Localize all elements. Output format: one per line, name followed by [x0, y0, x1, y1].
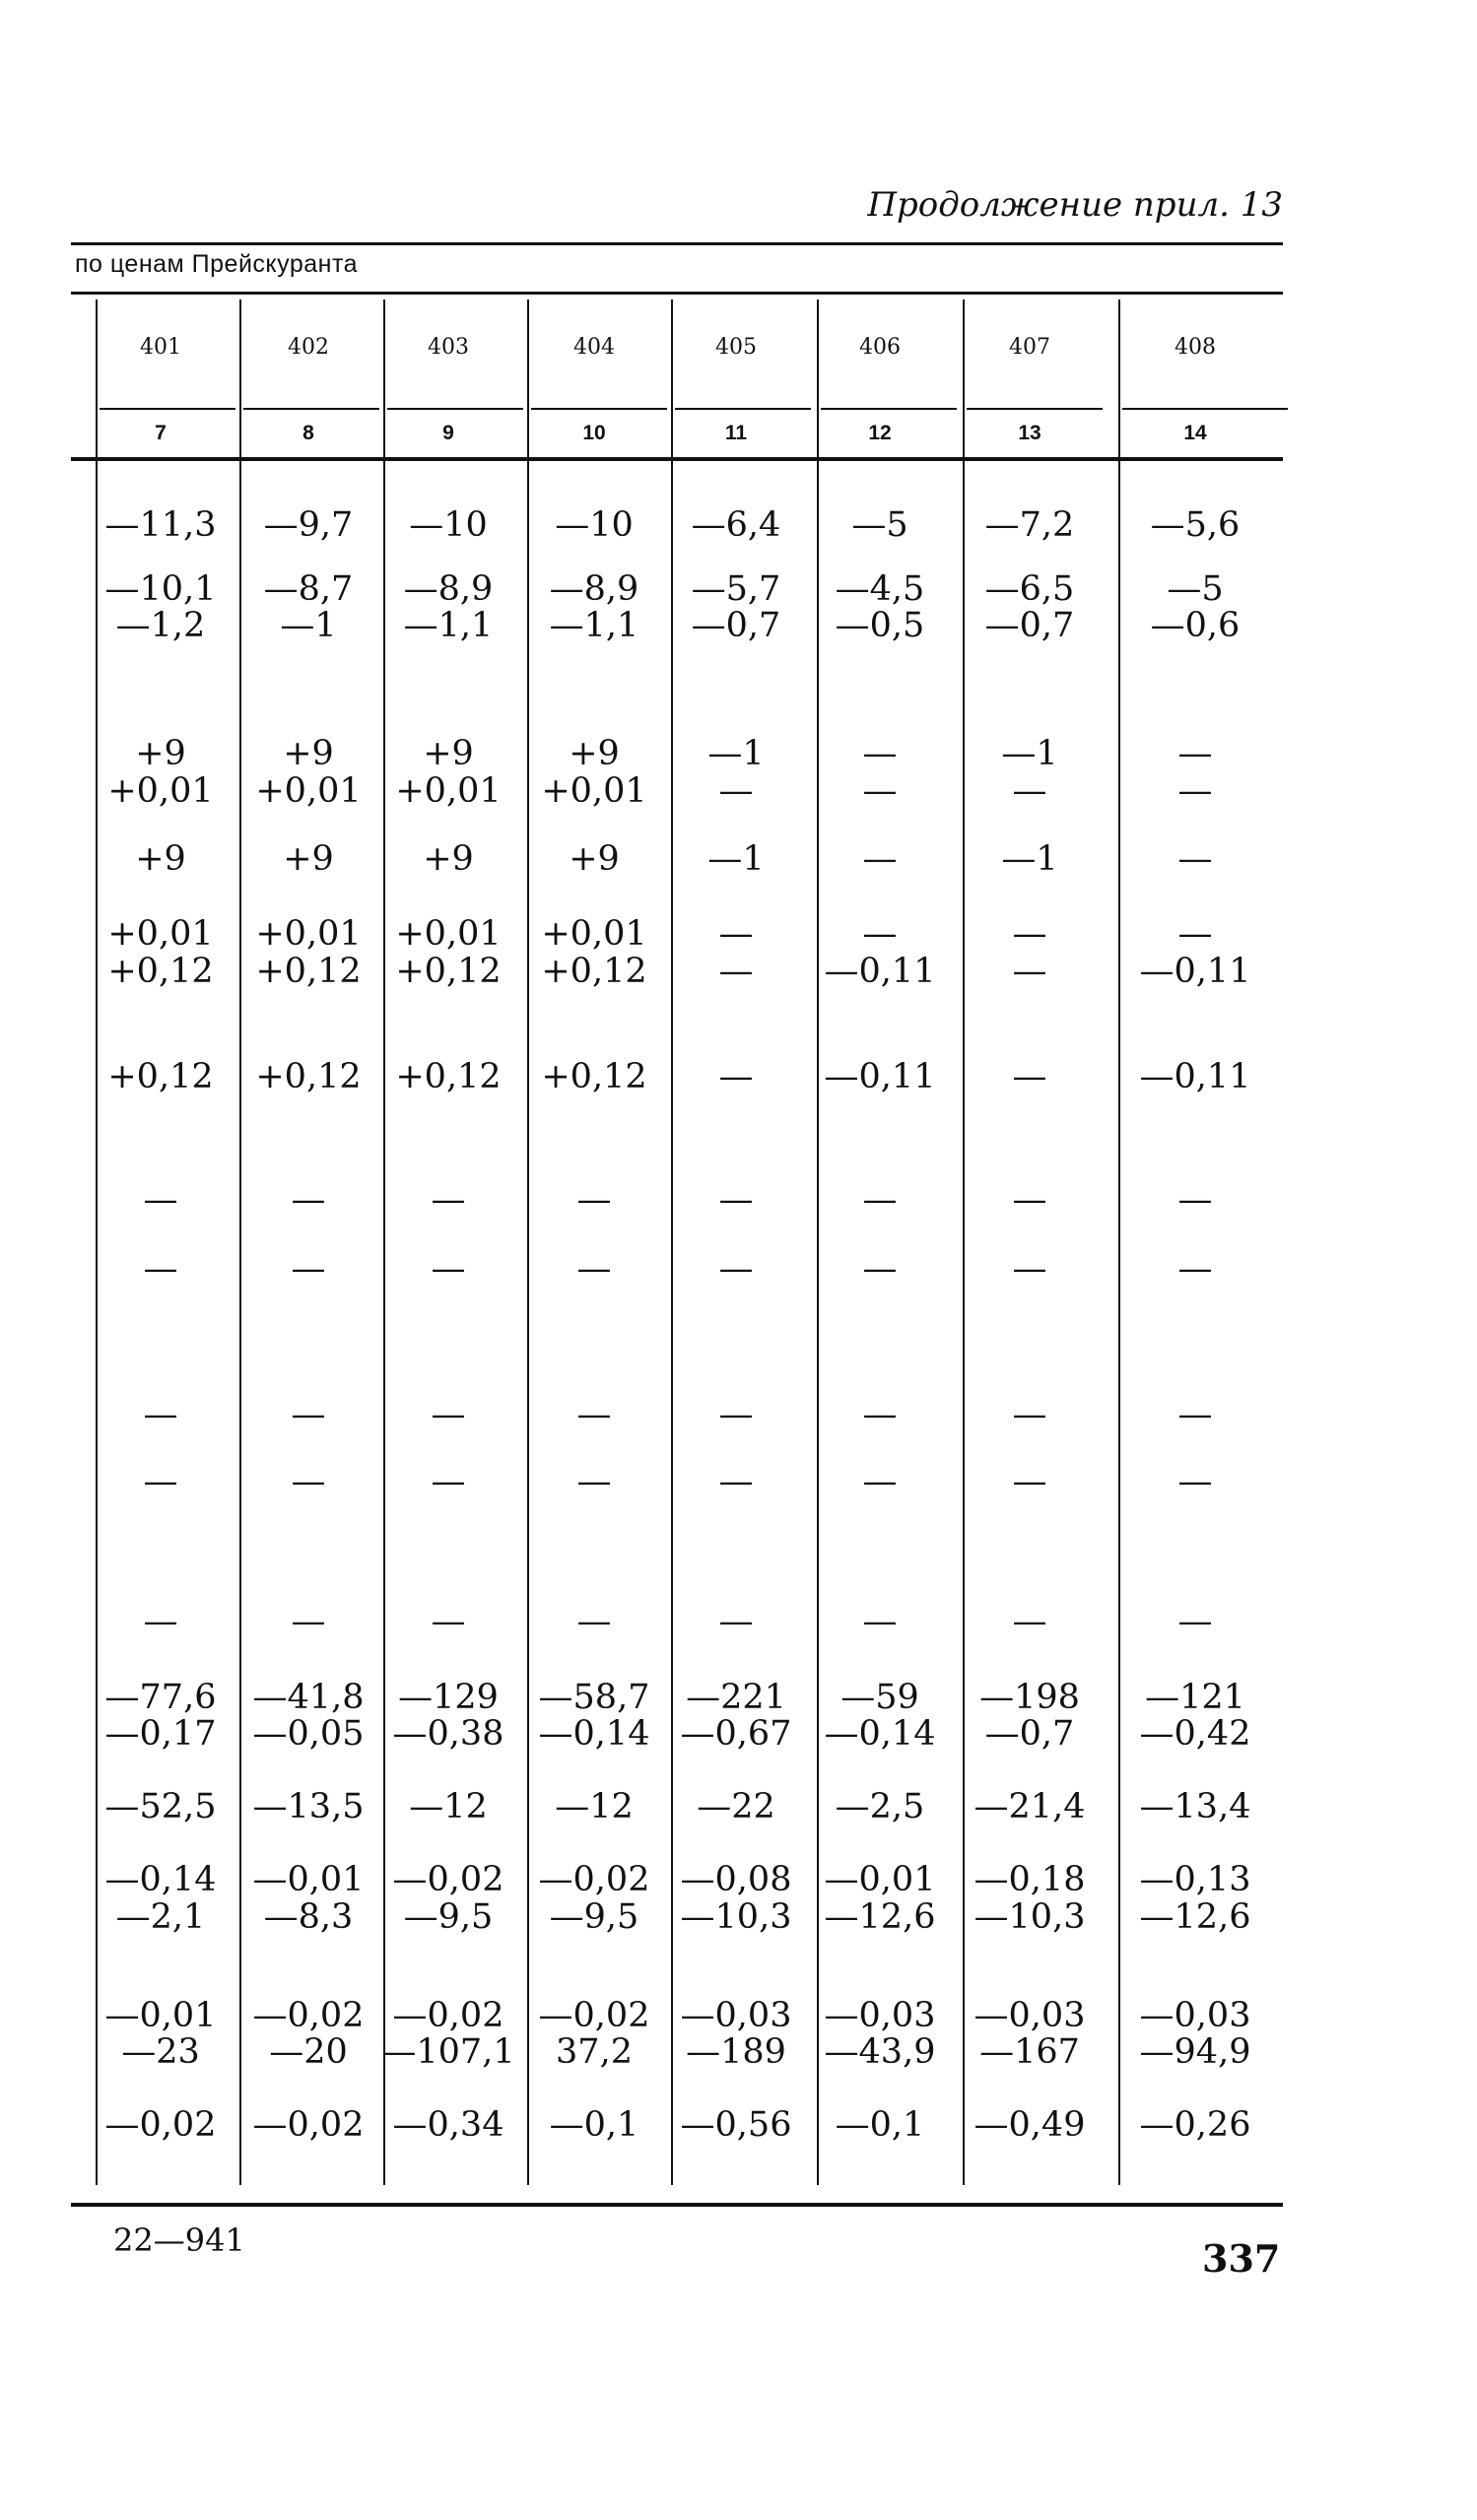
table-cell: — — [143, 1602, 178, 1641]
table-cell: +0,01 — [541, 771, 647, 811]
table-cell: +9 — [283, 839, 334, 879]
table-cell: +0,01 — [107, 771, 214, 811]
table-cell: —8,3 — [263, 1897, 354, 1937]
table-cell: 37,2 — [556, 2032, 633, 2072]
table-cell: — — [1177, 1602, 1213, 1641]
table-cell: — — [576, 1462, 612, 1501]
table-cell: —0,38 — [392, 1714, 504, 1754]
table-cell: — — [862, 1395, 898, 1434]
table-cell: — — [862, 734, 898, 773]
table-cell: —43,9 — [824, 2032, 936, 2072]
column-code: 401 — [140, 335, 181, 360]
table-cell: —0,1 — [549, 2105, 639, 2145]
table-cell: — — [862, 1249, 898, 1289]
table-cell: —1 — [280, 606, 337, 645]
header-separator — [1122, 408, 1288, 410]
table-cell: —77,6 — [104, 1678, 217, 1717]
table-cell: —1 — [1001, 734, 1058, 773]
table-cell: —0,01 — [104, 1996, 217, 2035]
page-number: 337 — [1202, 2236, 1281, 2281]
table-cell: —0,42 — [1139, 1714, 1251, 1754]
table-cell: — — [718, 914, 754, 954]
column-number: 14 — [1183, 422, 1207, 444]
table-cell: +0,12 — [255, 952, 362, 991]
table-cell: —189 — [686, 2032, 786, 2072]
table-cell: —7,2 — [984, 505, 1075, 545]
table-cell: — — [1012, 1602, 1047, 1641]
table-cell: —8,9 — [403, 569, 494, 609]
table-cell: —10 — [409, 505, 488, 545]
table-cell: —21,4 — [973, 1787, 1086, 1826]
table-cell: —0,01 — [252, 1860, 365, 1899]
table-cell: — — [862, 1602, 898, 1641]
table-cell: —0,34 — [392, 2105, 504, 2145]
column-number: 8 — [302, 422, 314, 444]
table-cell: —0,7 — [984, 606, 1075, 645]
table-cell: —12 — [555, 1787, 634, 1826]
table-cell: — — [576, 1249, 612, 1289]
table-cell: —1,1 — [549, 606, 639, 645]
table-cell: — — [1012, 771, 1047, 811]
table-cell: — — [291, 1395, 326, 1434]
column-code: 406 — [859, 335, 901, 360]
table-cell: +0,01 — [255, 771, 362, 811]
column-divider — [1118, 299, 1120, 2185]
table-cell: —0,02 — [538, 1860, 650, 1899]
column-number: 12 — [868, 422, 892, 444]
table-cell: — — [143, 1395, 178, 1434]
table-cell: —167 — [979, 2032, 1080, 2072]
table-cell: +0,12 — [541, 1057, 647, 1096]
table-cell: — — [1177, 1180, 1213, 1220]
table-cell: —0,49 — [973, 2105, 1086, 2145]
column-number: 9 — [442, 422, 454, 444]
page-title: Продолжение прил. 13 — [867, 185, 1283, 225]
table-cell: — — [1177, 1249, 1213, 1289]
table-cell: — — [1012, 1057, 1047, 1096]
table-cell: —10,3 — [680, 1897, 792, 1937]
table-cell: — — [862, 1180, 898, 1220]
table-cell: +0,01 — [395, 914, 502, 954]
table-cell: —0,56 — [680, 2105, 792, 2145]
table-cell: — — [1012, 952, 1047, 991]
table-cell: — — [718, 1249, 754, 1289]
header-bottom-rule — [71, 457, 1283, 461]
table-cell: —13,4 — [1139, 1787, 1251, 1826]
header-separator — [387, 408, 523, 410]
table-cell: —0,02 — [104, 2105, 217, 2145]
table-cell: —13,5 — [252, 1787, 365, 1826]
header-separator — [100, 408, 235, 410]
table-cell: —9,5 — [549, 1897, 639, 1937]
table-cell: — — [576, 1602, 612, 1641]
table-cell: —8,9 — [549, 569, 639, 609]
table-cell: —5,7 — [691, 569, 781, 609]
table-cell: —0,08 — [680, 1860, 792, 1899]
table-cell: +0,01 — [395, 771, 502, 811]
table-cell: — — [291, 1180, 326, 1220]
table-cell: —198 — [979, 1678, 1080, 1717]
table-cell: —0,13 — [1139, 1860, 1251, 1899]
table-cell: — — [718, 1395, 754, 1434]
table-cell: — — [431, 1180, 466, 1220]
table-cell: —1 — [707, 839, 765, 879]
column-number: 11 — [724, 422, 748, 444]
table-cell: — — [143, 1249, 178, 1289]
table-cell: —1 — [1001, 839, 1058, 879]
table-cell: — — [1177, 1462, 1213, 1501]
table-cell: +9 — [569, 839, 620, 879]
header-separator — [821, 408, 957, 410]
table-cell: —221 — [686, 1678, 786, 1717]
table-cell: —0,02 — [252, 2105, 365, 2145]
column-number: 7 — [155, 422, 167, 444]
table-cell: —0,6 — [1150, 606, 1241, 645]
table-cell: —6,4 — [691, 505, 781, 545]
table-cell: —12 — [409, 1787, 488, 1826]
table-cell: —20 — [269, 2032, 348, 2072]
table-cell: +9 — [569, 734, 620, 773]
table-cell: — — [291, 1249, 326, 1289]
table-cell: +9 — [423, 839, 474, 879]
table-cell: +0,12 — [395, 952, 502, 991]
table-cell: — — [718, 952, 754, 991]
table-cell: —0,7 — [691, 606, 781, 645]
table-cell: — — [862, 771, 898, 811]
table-cell: — — [1012, 914, 1047, 954]
table-cell: — — [143, 1462, 178, 1501]
table-cell: —1 — [707, 734, 765, 773]
column-code: 402 — [288, 335, 329, 360]
table-subtitle: по ценам Прейскуранта — [75, 250, 359, 278]
table-cell: —12,6 — [824, 1897, 936, 1937]
table-cell: —0,11 — [1139, 952, 1251, 991]
table-cell: —5,6 — [1150, 505, 1241, 545]
table-cell: +9 — [135, 839, 186, 879]
column-code: 407 — [1009, 335, 1050, 360]
column-code: 403 — [428, 335, 469, 360]
table-cell: +9 — [135, 734, 186, 773]
table-cell: +0,01 — [541, 914, 647, 954]
table-cell: —6,5 — [984, 569, 1075, 609]
table-cell: — — [1177, 914, 1213, 954]
table-cell: —1,1 — [403, 606, 494, 645]
table-cell: —0,18 — [973, 1860, 1086, 1899]
table-cell: —0,03 — [680, 1996, 792, 2035]
table-cell: —1,2 — [115, 606, 206, 645]
header-separator — [967, 408, 1103, 410]
table-cell: +9 — [283, 734, 334, 773]
table-cell: —22 — [697, 1787, 775, 1826]
column-code: 405 — [715, 335, 757, 360]
table-cell: — — [1177, 839, 1213, 879]
table-cell: — — [1012, 1462, 1047, 1501]
table-cell: —0,1 — [835, 2105, 925, 2145]
table-cell: — — [862, 1462, 898, 1501]
table-cell: —0,01 — [824, 1860, 936, 1899]
table-cell: — — [291, 1462, 326, 1501]
table-cell: +0,12 — [107, 952, 214, 991]
table-cell: —59 — [840, 1678, 919, 1717]
table-cell: +0,12 — [255, 1057, 362, 1096]
table-cell: —0,67 — [680, 1714, 792, 1754]
table-cell: —0,03 — [973, 1996, 1086, 2035]
header-separator — [243, 408, 379, 410]
table-cell: +0,01 — [107, 914, 214, 954]
table-cell: +0,12 — [395, 1057, 502, 1096]
table-cell: —0,5 — [835, 606, 925, 645]
table-cell: —10,3 — [973, 1897, 1086, 1937]
table-cell: — — [1012, 1395, 1047, 1434]
table-cell: —2,5 — [835, 1787, 925, 1826]
table-top-rule — [71, 292, 1283, 295]
table-cell: —0,02 — [252, 1996, 365, 2035]
table-cell: — — [1012, 1249, 1047, 1289]
table-cell: —8,7 — [263, 569, 354, 609]
table-cell: —52,5 — [104, 1787, 217, 1826]
table-cell: — — [431, 1395, 466, 1434]
table-bottom-rule — [71, 2203, 1283, 2207]
table-cell: — — [1012, 1180, 1047, 1220]
table-cell: — — [862, 839, 898, 879]
table-cell: —0,11 — [824, 1057, 936, 1096]
table-cell: — — [576, 1180, 612, 1220]
table-cell: —58,7 — [538, 1678, 650, 1717]
table-cell: —129 — [398, 1678, 499, 1717]
table-cell: — — [718, 1057, 754, 1096]
table-cell: +9 — [423, 734, 474, 773]
table-cell: —0,05 — [252, 1714, 365, 1754]
table-cell: —0,7 — [984, 1714, 1075, 1754]
table-cell: —0,02 — [392, 1860, 504, 1899]
column-code: 404 — [573, 335, 615, 360]
table-cell: —5 — [851, 505, 908, 545]
table-cell: —0,14 — [538, 1714, 650, 1754]
table-cell: —107,1 — [381, 2032, 515, 2072]
table-cell: —2,1 — [115, 1897, 206, 1937]
table-cell: — — [431, 1249, 466, 1289]
table-cell: —0,02 — [392, 1996, 504, 2035]
table-cell: — — [576, 1395, 612, 1434]
table-cell: —0,17 — [104, 1714, 217, 1754]
table-cell: — — [291, 1602, 326, 1641]
table-cell: — — [431, 1602, 466, 1641]
table-cell: —0,14 — [824, 1714, 936, 1754]
table-cell: —10,1 — [104, 569, 217, 609]
table-cell: —0,03 — [824, 1996, 936, 2035]
table-cell: —11,3 — [104, 505, 217, 545]
table-cell: —0,11 — [1139, 1057, 1251, 1096]
column-number: 13 — [1018, 422, 1041, 444]
table-cell: —94,9 — [1139, 2032, 1251, 2072]
table-cell: — — [862, 914, 898, 954]
table-cell: —121 — [1145, 1678, 1245, 1717]
table-cell: —4,5 — [835, 569, 925, 609]
table-cell: — — [718, 1602, 754, 1641]
top-rule — [71, 242, 1283, 245]
table-cell: —23 — [121, 2032, 200, 2072]
table-cell: — — [143, 1180, 178, 1220]
table-cell: —41,8 — [252, 1678, 365, 1717]
column-code: 408 — [1175, 335, 1216, 360]
table-cell: —0,26 — [1139, 2105, 1251, 2145]
table-cell: —9,7 — [263, 505, 354, 545]
table-cell: — — [431, 1462, 466, 1501]
table-cell: — — [1177, 734, 1213, 773]
table-cell: — — [718, 771, 754, 811]
table-cell: — — [718, 1462, 754, 1501]
header-separator — [675, 408, 811, 410]
table-cell: — — [1177, 771, 1213, 811]
table-cell: —12,6 — [1139, 1897, 1251, 1937]
footer-signature: 22—941 — [113, 2222, 245, 2259]
table-cell: —9,5 — [403, 1897, 494, 1937]
table-cell: —0,11 — [824, 952, 936, 991]
table-cell: +0,12 — [107, 1057, 214, 1096]
table-cell: —0,02 — [538, 1996, 650, 2035]
table-cell: —0,14 — [104, 1860, 217, 1899]
header-separator — [531, 408, 667, 410]
table-cell: —10 — [555, 505, 634, 545]
table-cell: +0,01 — [255, 914, 362, 954]
table-cell: —0,03 — [1139, 1996, 1251, 2035]
table-cell: — — [718, 1180, 754, 1220]
table-cell: —5 — [1167, 569, 1224, 609]
table-cell: +0,12 — [541, 952, 647, 991]
table-cell: — — [1177, 1395, 1213, 1434]
column-number: 10 — [582, 422, 606, 444]
